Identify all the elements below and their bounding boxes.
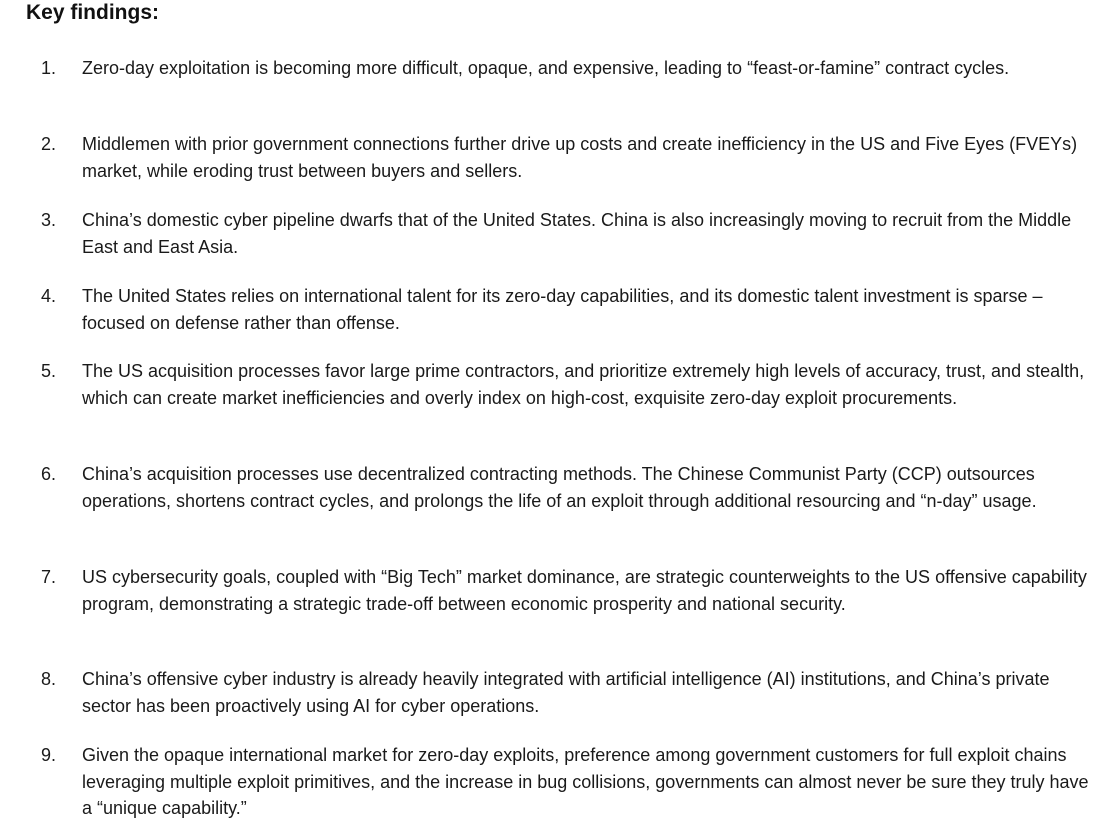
finding-number: 9.: [41, 745, 57, 765]
finding-text: US cybersecurity goals, coupled with “Big Tech” market dominance, are strategic counterweights to the US offensive capability program, demonstrating a strategic trade-off between economic prosperity and national security.: [82, 567, 1087, 614]
finding-text: China’s domestic cyber pipeline dwarfs that of the United States. China is also increasingly moving to recruit from the Middle East and East Asia.: [82, 210, 1072, 257]
finding-text: Given the opaque international market for zero-day exploits, preference among government customers for full exploit chains leveraging multiple exploit primitives, and the increase in bug collisions, governments can almost never be sure they truly have a “unique capability.”: [82, 745, 1089, 818]
finding-number: 6.: [41, 464, 57, 484]
finding-text: The United States relies on international talent for its zero-day capabilities, and its domestic talent investment is sparse – focused on defense rather than offense.: [82, 286, 1043, 333]
finding-text: Middlemen with prior government connections further drive up costs and create inefficiency in the US and Five Eyes (FVEYs) market, while eroding trust between buyers and sellers.: [82, 134, 1078, 181]
finding-number: 1.: [41, 58, 57, 78]
finding-number: 7.: [41, 567, 57, 587]
finding-number: 5.: [41, 361, 57, 381]
finding-number: 8.: [41, 669, 57, 689]
key-findings-heading: Key findings:: [26, 1, 160, 24]
finding-text: China’s offensive cyber industry is already heavily integrated with artificial intelligence (AI) institutions, and China’s private sector has been proactively using AI for cyber operations.: [82, 669, 1050, 716]
finding-number: 4.: [41, 286, 57, 306]
finding-number: 3.: [41, 210, 57, 230]
finding-number: 2.: [41, 134, 57, 154]
finding-text: The US acquisition processes favor large prime contractors, and prioritize extremely high levels of accuracy, trust, and stealth, which can create market inefficiencies and overly index on high-cost, exquisite zero-day exploit procurements.: [82, 361, 1085, 408]
finding-text: China’s acquisition processes use decentralized contracting methods. The Chinese Communist Party (CCP) outsources operations, shortens contract cycles, and prolongs the life of an exploit through additional resourcing and “n-day” usage.: [82, 464, 1037, 511]
finding-text: Zero-day exploitation is becoming more difficult, opaque, and expensive, leading to “feast-or-famine” contract cycles.: [82, 58, 1010, 78]
